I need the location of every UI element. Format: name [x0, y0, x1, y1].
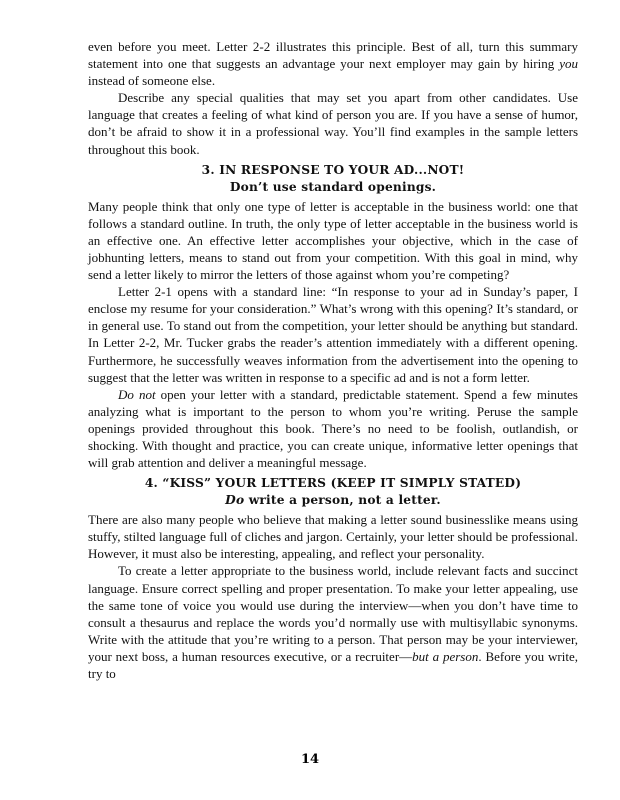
- section-3-paragraph-2: Letter 2-1 opens with a standard line: “In response to your ad in Sunday’s paper, I enclose my resume for your consideration.” What’s wrong with this opening? It’s standard, or in general use. To stand out from the competition, your letter should be anything but standard. In Letter 2-2, Mr. Tucker grabs the reader’s attention immediately with a different opening. Furthermore, he successfully weaves information from the advertisement into the opening to suggest that the letter was written in response to a specific ad and is not a form letter.: [88, 284, 578, 385]
- section-3-subtitle: Don’t use standard openings.: [229, 179, 437, 194]
- section-4-subtitle: Do write a person, not a letter.: [225, 493, 441, 508]
- paragraph-intro-1: even before you meet. Letter 2-2 illustrates this principle. Best of all, turn this summary statement into one that suggests an advantage your next employer may gain by hiring you instead of someone else.: [88, 39, 578, 89]
- section-4-heading: [88, 475, 578, 509]
- page-body: [88, 38, 578, 682]
- section-4-title: 4. “KISS” YOUR LETTERS (KEEP IT SIMPLY STATED): [144, 476, 522, 491]
- page-number: 14: [300, 752, 320, 767]
- paragraph-intro-2: Describe any special qualities that may set you apart from other candidates. Use language that creates a feeling of what kind of person you are. If you have a sense of humor, don’t be afraid to show it in a professional way. You’ll find examples in the sample letters throughout this book.: [88, 90, 578, 157]
- section-4-paragraph-1: There are also many people who believe that making a letter sound businesslike means using stuffy, stilted language full of cliches and jargon. Certainly, your letter should be professional. However, it must also be interesting, appealing, and reflect your personality.: [88, 512, 578, 562]
- section-3-title: 3. IN RESPONSE TO YOUR AD...NOT!: [201, 162, 465, 177]
- section-3-heading: [88, 162, 578, 196]
- section-4-paragraph-2: To create a letter appropriate to the business world, include relevant facts and succinct language. Ensure correct spelling and proper presentation. To make your letter appealing, use the same tone of voice you would use during the interview—when you don’t have time to consult a thesaurus and replace the words you’d normally use with multisyllabic synonyms. Write with the attitude that you’re writing to a person. That person may be your interviewer, your next boss, a human resources executive, or a recruiter—but a person. Before you write, try to: [88, 563, 578, 681]
- section-3-paragraph-3: Do not open your letter with a standard, predictable statement. Spend a few minutes analyzing what is important to the person to whom you’re writing. Peruse the sample openings provided throughout this book. There’s no need to be foolish, outlandish, or shocking. With thought and practice, you can create unique, informative letter openings that will grab attention and deliver a meaningful message.: [88, 386, 578, 471]
- section-3-paragraph-1: Many people think that only one type of letter is acceptable in the business world: one that follows a standard outline. In truth, the only type of letter acceptable in the business world is an effective one. An effective letter accomplishes your objective, which in the case of jobhunting letters, means to stand out from your competition. With this goal in mind, why send a letter likely to mirror the letters of those against whom you’re competing?: [88, 198, 578, 283]
